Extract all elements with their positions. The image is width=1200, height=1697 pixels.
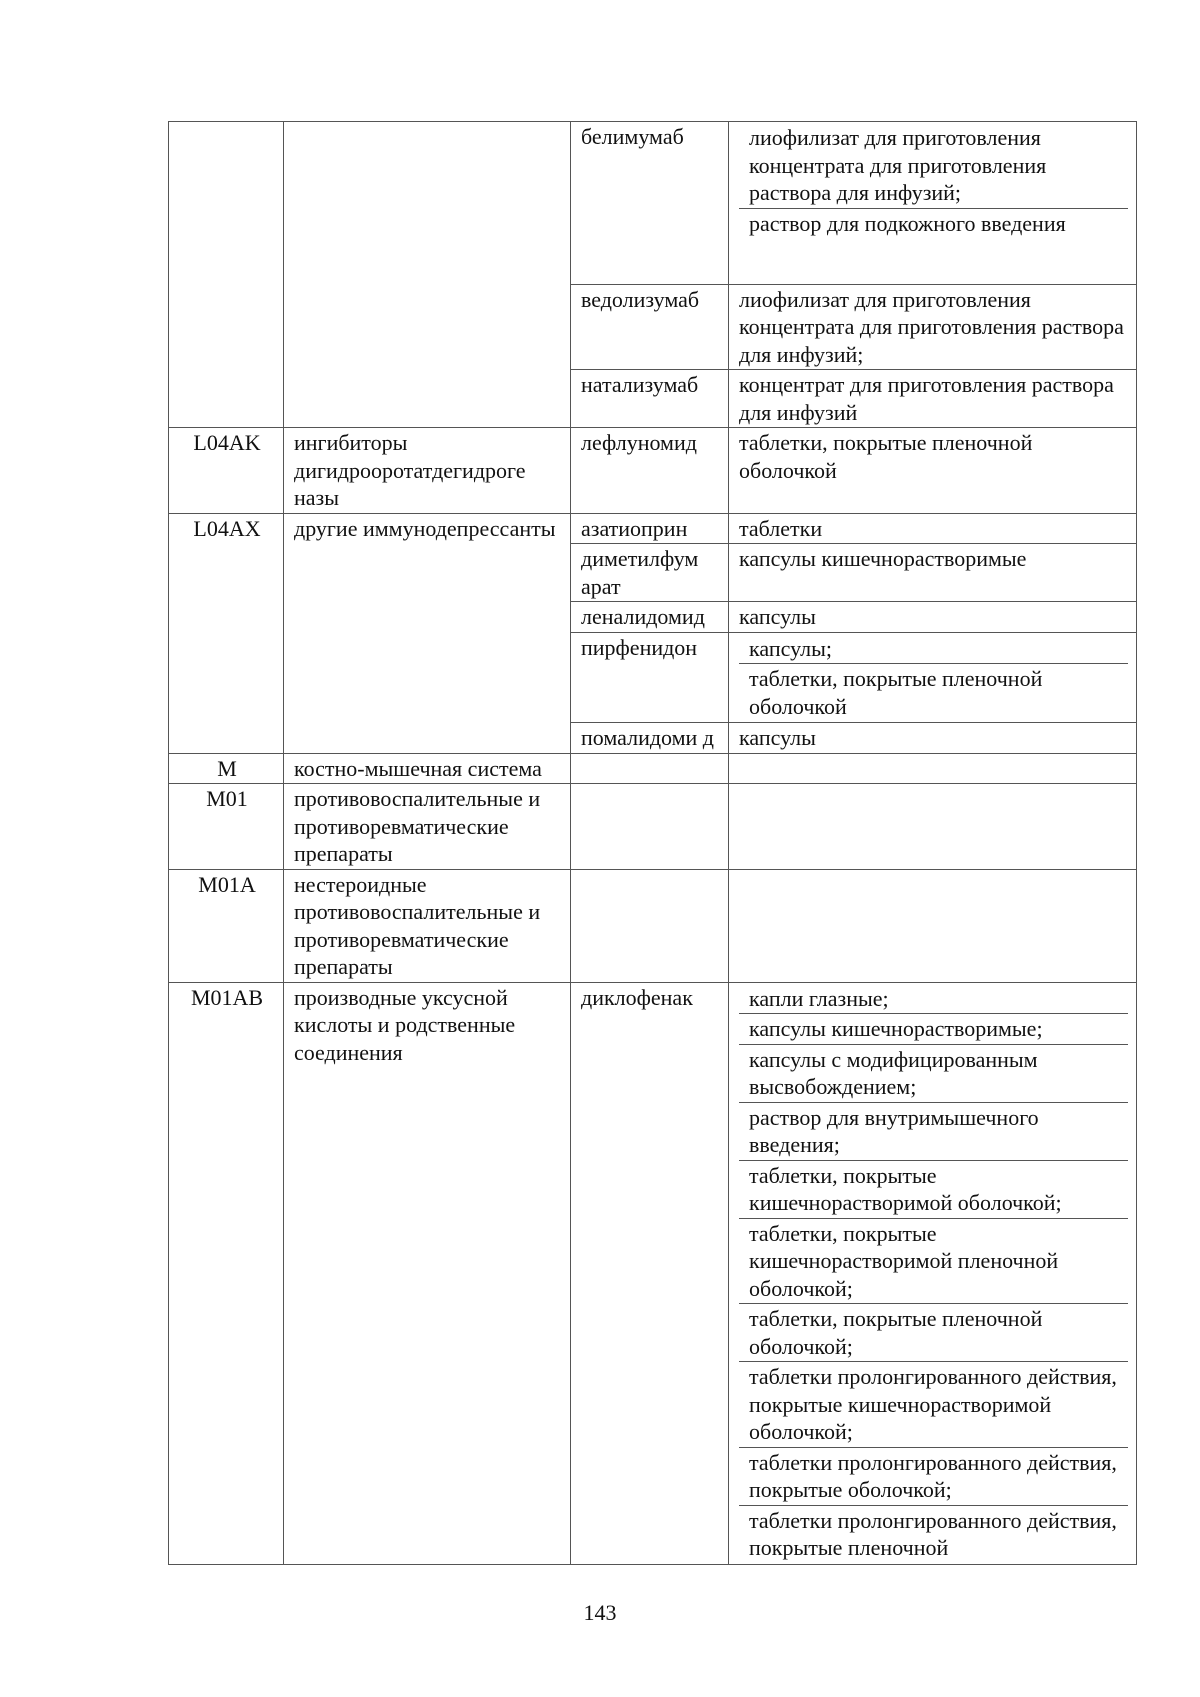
group-name-cell: противовоспалительные и противоревматические препараты: [284, 784, 571, 870]
dosage-form: таблетки, покрытые кишечнорастворимой пленочной оболочкой;: [739, 1218, 1128, 1304]
drug-name-cell: леналидомид: [571, 602, 729, 633]
atc-code-cell: [169, 122, 284, 428]
dosage-form: капсулы;: [739, 634, 1128, 664]
atc-code-cell: M: [169, 753, 284, 784]
dosage-forms-cell: [729, 122, 1137, 285]
dosage-form: раствор для подкожного введения: [749, 210, 1066, 236]
table-row: [169, 982, 1137, 1564]
group-name-cell: костно-мышечная система: [284, 753, 571, 784]
atc-code-cell: L04AK: [169, 428, 284, 514]
group-name-cell: [284, 122, 571, 428]
drug-name-cell: [571, 869, 729, 982]
dosage-form: таблетки, покрытые пленочной оболочкой: [749, 666, 1043, 719]
table-row: [169, 869, 1137, 982]
group-name-cell: ингибиторы дигидрооротатдегидроге назы: [284, 428, 571, 514]
dosage-form: таблетки, покрытые кишечнорастворимой оболочкой;: [739, 1160, 1128, 1218]
drug-name-cell: пирфенидон: [571, 632, 729, 723]
dosage-forms-cell: капсулы: [729, 723, 1137, 754]
dosage-forms-cell: [729, 753, 1137, 784]
dosage-forms-cell: капсулы кишечнорастворимые: [729, 544, 1137, 602]
drug-name-cell: белимумаб: [571, 122, 729, 285]
group-name-cell: другие иммунодепрессанты: [284, 513, 571, 753]
dosage-form: капсулы с модифицированным высвобождением;: [739, 1044, 1128, 1102]
dosage-forms-cell: концентрат для приготовления раствора для инфузий: [729, 370, 1137, 428]
atc-code-cell: M01A: [169, 869, 284, 982]
table-row: [169, 784, 1137, 870]
atc-code-cell: L04AX: [169, 513, 284, 753]
dosage-forms-cell: [729, 982, 1137, 1564]
table-row: [169, 513, 1137, 544]
table-row: [169, 122, 1137, 285]
dosage-form: лиофилизат для приготовления концентрата для приготовления раствора для инфузий;: [739, 123, 1128, 208]
table-row: [169, 428, 1137, 514]
dosage-forms-cell: таблетки, покрытые пленочной оболочкой: [729, 428, 1137, 514]
group-name-cell: нестероидные противовоспалительные и противоревматические препараты: [284, 869, 571, 982]
drug-name-cell: азатиоприн: [571, 513, 729, 544]
drug-name-cell: помалидоми д: [571, 723, 729, 754]
dosage-forms-cell: таблетки: [729, 513, 1137, 544]
atc-code-cell: M01AB: [169, 982, 284, 1564]
atc-code-cell: M01: [169, 784, 284, 870]
drug-table: [168, 121, 1137, 1565]
dosage-form: таблетки пролонгированного действия, покрытые пленочной: [749, 1507, 1117, 1560]
group-name-cell: производные уксусной кислоты и родственные соединения: [284, 982, 571, 1564]
dosage-forms-cell: лиофилизат для приготовления концентрата для приготовления раствора для инфузий;: [729, 284, 1137, 370]
dosage-form: раствор для внутримышечного введения;: [739, 1102, 1128, 1160]
dosage-form: таблетки пролонгированного действия, покрытые кишечнорастворимой оболочкой;: [739, 1362, 1128, 1448]
drug-name-cell: [571, 753, 729, 784]
page-number: 143: [583, 1600, 617, 1625]
dosage-form: таблетки, покрытые пленочной оболочкой;: [739, 1304, 1128, 1362]
dosage-forms-cell: [729, 632, 1137, 723]
dosage-forms-cell: [729, 784, 1137, 870]
drug-name-cell: диклофенак: [571, 982, 729, 1564]
table-row: [169, 753, 1137, 784]
drug-name-cell: лефлуномид: [571, 428, 729, 514]
drug-name-cell: [571, 784, 729, 870]
drug-name-cell: диметилфум арат: [571, 544, 729, 602]
drug-name-cell: ведолизумаб: [571, 284, 729, 370]
dosage-forms-cell: капсулы: [729, 602, 1137, 633]
dosage-form: таблетки пролонгированного действия, покрытые оболочкой;: [739, 1447, 1128, 1505]
drug-name-cell: натализумаб: [571, 370, 729, 428]
dosage-forms-cell: [729, 869, 1137, 982]
dosage-form: капли глазные;: [739, 984, 1128, 1014]
dosage-form: капсулы кишечнорастворимые;: [739, 1014, 1128, 1045]
